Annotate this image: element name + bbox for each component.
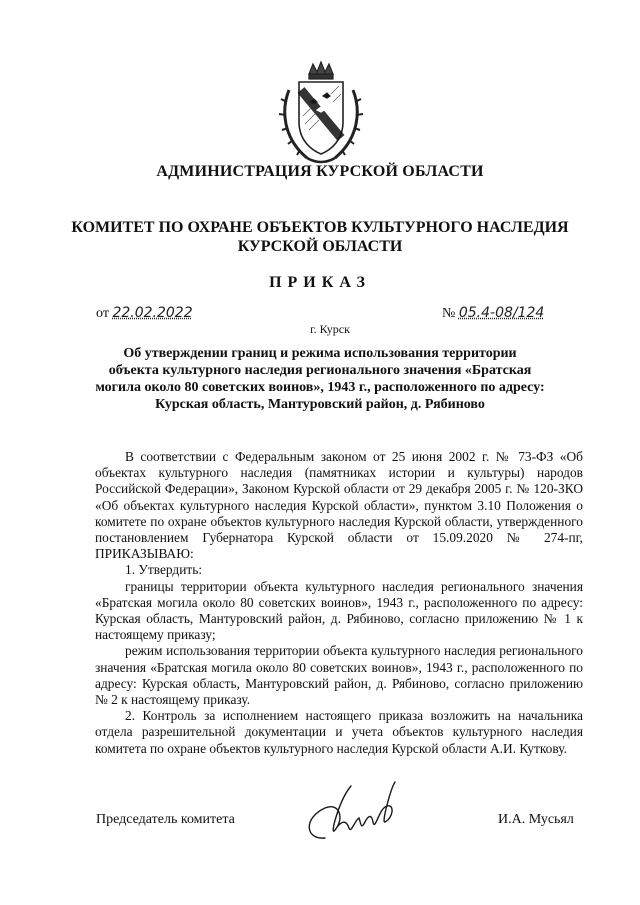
signatory-title: Председатель комитета (96, 812, 235, 827)
clause-1-heading: 1. Утвердить: (125, 562, 203, 578)
subject-line4: Курская область, Мантуровский район, д. Рябиново (155, 397, 485, 412)
subject-line2: объекта культурного наследия регионального значения «Братская (108, 363, 532, 378)
subject-line1: Об утверждении границ и режима использования территории (123, 346, 517, 361)
clause-2-control: 2. Контроль за исполнением настоящего приказа возложить на начальника отдела разрешительной документации и учета объектов культурного наследия комитета по охране объектов культурного наследия Курской области А.И. Куткову. (95, 708, 583, 756)
order-subject (0, 345, 640, 413)
city: г. Курск (310, 322, 350, 336)
order-body (95, 449, 583, 757)
number-prefix: № (442, 306, 456, 321)
document-type: ПРИКАЗ (269, 274, 371, 291)
order-date-row (96, 305, 193, 322)
clause-1-boundaries: границы территории объекта культурного наследия регионального значения «Братская могила около 80 советских воинов», 1943 г., расположенного по адресу: Курская область, Мантуровский район, д. Рябиново, согласно приложению № 1 к настоящему приказу; (95, 578, 583, 643)
committee-title-line1: КОМИТЕТ ПО ОХРАНЕ ОБЪЕКТОВ КУЛЬТУРНОГО НАСЛЕДИЯ (71, 219, 569, 236)
order-number: 05.4-08/124 (458, 305, 545, 321)
order-date: 22.02.2022 (112, 305, 193, 321)
coat-of-arms-icon (277, 60, 365, 168)
signatory-name: И.А. Мусьял (498, 812, 574, 827)
committee-title-line2: КУРСКОЙ ОБЛАСТИ (237, 238, 403, 255)
order-number-row (442, 305, 544, 322)
preamble-paragraph: В соответствии с Федеральным законом от 25 июня 2002 г. № 73-ФЗ «Об объектах культурного наследия (памятниках истории и культуры) народов Российской Федерации», Законом Курской области от 29 декабря 2005 г. № 120-ЗКО «Об объектах культурного наследия Курской области», пунктом 3.10 Положения о комитете по охране объектов культурного наследия Курской области, утвержденного постановлением Губернатора Курской области от 15.09.2020 № 274-пг, ПРИКАЗЫВАЮ: (95, 449, 583, 562)
administration-title: АДМИНИСТРАЦИЯ КУРСКОЙ ОБЛАСТИ (156, 163, 484, 180)
committee-title (0, 218, 640, 256)
subject-line3: могила около 80 советских воинов», 1943 г., расположенного по адресу: (95, 380, 545, 395)
date-prefix: от (96, 306, 109, 321)
handwritten-signature (295, 778, 415, 858)
clause-1-regime: режим использования территории объекта культурного наследия регионального значения «Братская могила около 80 советских воинов», 1943 г., расположенного по адресу: Курская область, Мантуровский район, д. Рябиново, согласно приложению № 2 к настоящему приказу. (95, 643, 583, 708)
